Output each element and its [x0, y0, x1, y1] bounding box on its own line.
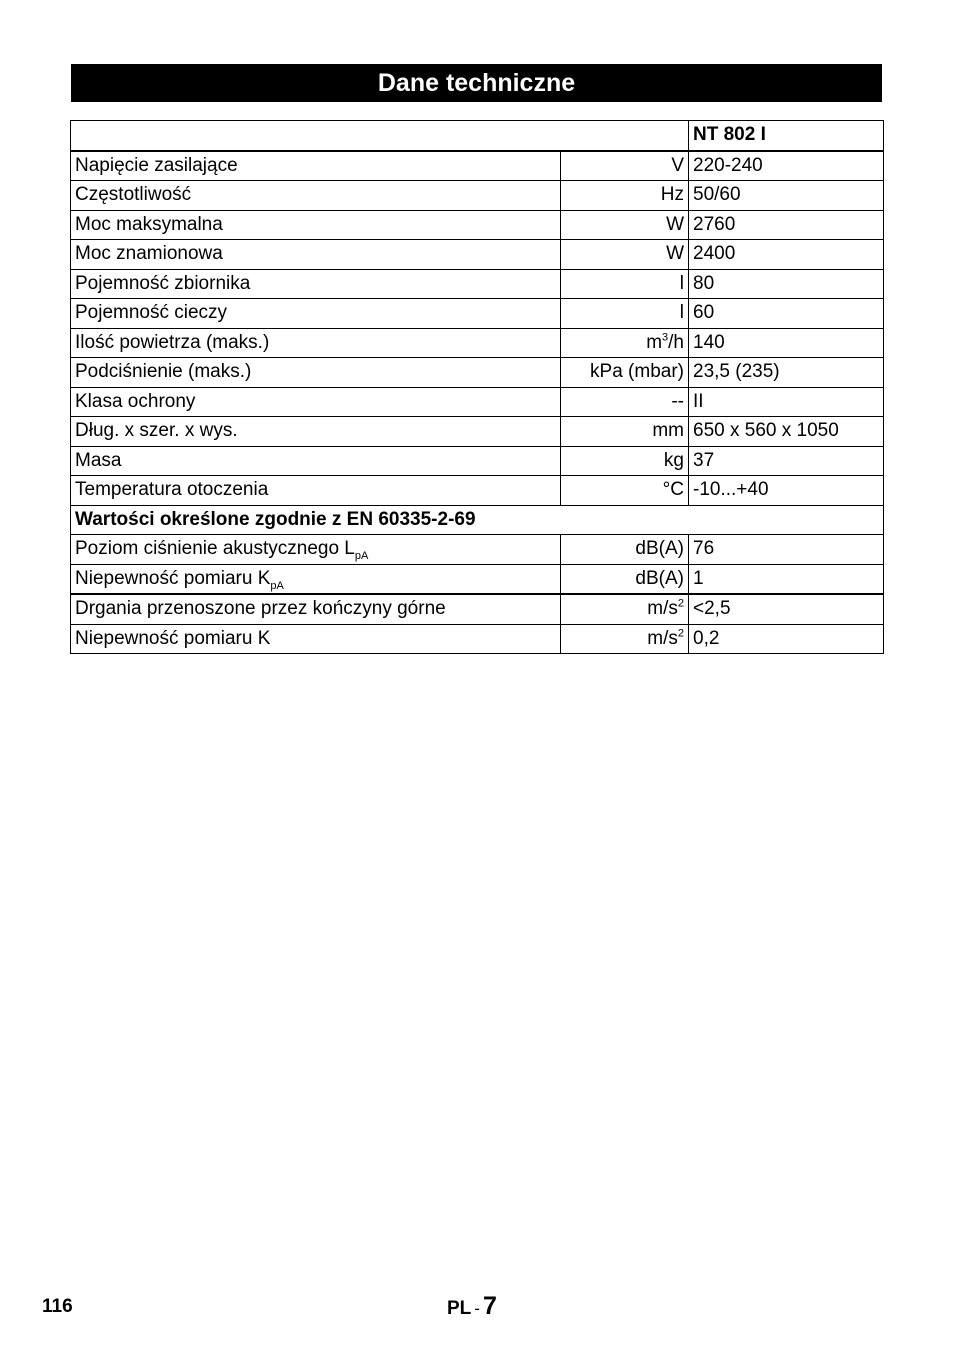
unit-superscript: 2 — [677, 597, 684, 610]
row-unit: mm — [561, 417, 689, 447]
header-blank-cell — [71, 121, 689, 151]
table-row — [71, 210, 884, 240]
unit-superscript: 3 — [662, 331, 669, 344]
table-row — [71, 269, 884, 299]
label-base: Niepewność pomiaru K — [75, 567, 271, 589]
row-value: <2,5 — [689, 594, 884, 624]
row-value: 220-240 — [689, 151, 884, 181]
row-label — [71, 535, 561, 565]
row-label: Dług. x szer. x wys. — [71, 417, 561, 447]
table-row — [71, 328, 884, 358]
table-row — [71, 181, 884, 211]
table-row — [71, 594, 884, 624]
row-label: Masa — [71, 446, 561, 476]
row-value: 50/60 — [689, 181, 884, 211]
label-subscript: pA — [354, 550, 369, 563]
row-unit: kg — [561, 446, 689, 476]
row-label: Klasa ochrony — [71, 387, 561, 417]
row-unit: -- — [561, 387, 689, 417]
row-unit: l — [561, 299, 689, 329]
page-title: Dane techniczne — [71, 64, 882, 102]
row-label: Pojemność cieczy — [71, 299, 561, 329]
table-row — [71, 476, 884, 506]
table-row — [71, 299, 884, 329]
language-code: PL — [447, 1298, 472, 1319]
row-value: 0,2 — [689, 624, 884, 654]
row-unit: kPa (mbar) — [561, 358, 689, 388]
row-label: Niepewność pomiaru K — [71, 624, 561, 654]
table-row — [71, 151, 884, 181]
row-value: -10...+40 — [689, 476, 884, 506]
row-value: 650 x 560 x 1050 — [689, 417, 884, 447]
row-value: 2400 — [689, 240, 884, 270]
label-base: Poziom ciśnienie akustycznego L — [75, 538, 355, 560]
table-row — [71, 387, 884, 417]
table-row — [71, 535, 884, 565]
row-unit — [561, 594, 689, 624]
row-value: 23,5 (235) — [689, 358, 884, 388]
row-label: Podciśnienie (maks.) — [71, 358, 561, 388]
unit-base: m/s — [647, 598, 678, 620]
row-value: 140 — [689, 328, 884, 358]
row-label: Częstotliwość — [71, 181, 561, 211]
row-unit: Hz — [561, 181, 689, 211]
row-label — [71, 564, 561, 594]
unit-base: m — [646, 331, 663, 353]
row-label: Napięcie zasilające — [71, 151, 561, 181]
row-unit: dB(A) — [561, 564, 689, 594]
row-label: Drgania przenoszone przez kończyny górne — [71, 594, 561, 624]
section-number: 7 — [482, 1292, 497, 1320]
label-subscript: pA — [270, 579, 284, 592]
row-label: Ilość powietrza (maks.) — [71, 328, 561, 358]
row-value: 80 — [689, 269, 884, 299]
row-value: 1 — [689, 564, 884, 594]
table-row — [71, 624, 884, 654]
table-header-row — [71, 121, 884, 151]
row-unit — [561, 624, 689, 654]
unit-rest: /h — [668, 331, 684, 353]
technical-data-table — [70, 120, 884, 654]
row-unit: V — [561, 151, 689, 181]
table-row — [71, 417, 884, 447]
row-unit: °C — [561, 476, 689, 506]
model-header: NT 802 I — [689, 121, 884, 151]
row-unit: W — [561, 240, 689, 270]
section-header-row — [71, 505, 884, 535]
row-label: Temperatura otoczenia — [71, 476, 561, 506]
table-row — [71, 240, 884, 270]
section-header: Wartości określone zgodnie z EN 60335-2-69 — [71, 505, 884, 535]
page-number: 116 — [42, 1296, 73, 1317]
row-unit — [561, 328, 689, 358]
row-value: 37 — [689, 446, 884, 476]
unit-base: m/s — [647, 627, 678, 649]
table-row — [71, 564, 884, 594]
row-value: 60 — [689, 299, 884, 329]
row-unit: dB(A) — [561, 535, 689, 565]
row-label: Pojemność zbiornika — [71, 269, 561, 299]
unit-superscript: 2 — [677, 627, 684, 640]
table-row — [71, 446, 884, 476]
row-label: Moc maksymalna — [71, 210, 561, 240]
row-value: 76 — [689, 535, 884, 565]
section-footer — [447, 1292, 497, 1321]
table-row — [71, 358, 884, 388]
row-label: Moc znamionowa — [71, 240, 561, 270]
row-unit: l — [561, 269, 689, 299]
row-value: II — [689, 387, 884, 417]
row-value: 2760 — [689, 210, 884, 240]
footer-dash: - — [474, 1299, 480, 1318]
row-unit: W — [561, 210, 689, 240]
